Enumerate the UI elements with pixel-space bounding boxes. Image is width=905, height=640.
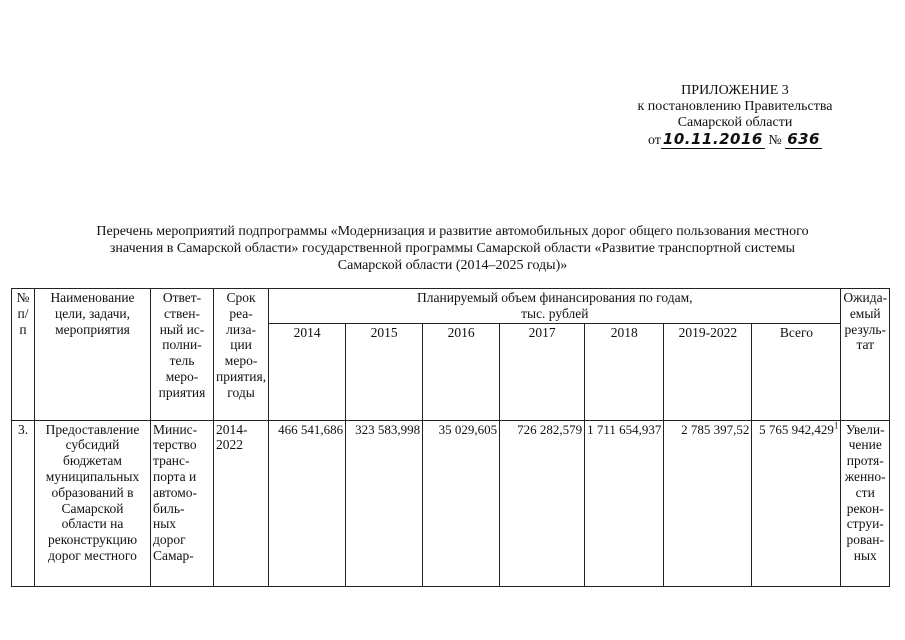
appendix-header [600,83,870,149]
header-no: № п/п [12,289,35,421]
handwritten-number: 636 [787,130,820,148]
title-line-2: значения в Самарской области» государственной программы Самарской области «Развитие транспортной системы [109,241,796,256]
header-financing: Планируемый объем финансирования по годам, тыс. рублей [269,289,841,324]
date-prefix: от [647,133,661,148]
header-year-2019-2022: 2019-2022 [664,323,752,420]
handwritten-date: 10.11.2016 [662,130,763,148]
number-prefix: № [768,133,782,148]
header-name: Наименование цели, задачи, мероприятия [35,289,151,421]
row-value-2016: 35 029,605 [423,420,500,586]
row-value-total: 5 765 942,429$^1$ [752,420,841,586]
table-header-row [12,289,890,324]
header-year-2017: 2017 [500,323,585,420]
row-value-2019-2022: 2 785 397,52 [664,420,752,586]
row-value-2018: 1 711 654,937 [585,420,664,586]
row-value-2014: 466 541,686 [269,420,346,586]
header-total: Всего [752,323,841,420]
title-line-1: Перечень мероприятий подпрограммы «Модернизация и развитие автомобильных дорог общего пользования местного [96,224,809,239]
table-row [12,420,890,586]
row-responsible: Минис- терство транс- порта и автомо- биль- ных дорог Самар- [151,420,214,586]
appendix-date-line [600,131,870,149]
appendix-title: ПРИЛОЖЕНИЕ 3 [681,83,789,98]
row-term: 2014- 2022 [214,420,269,586]
header-result: Ожида- емый резуль- тат [841,289,890,421]
row-value-2015: 323 583,998 [346,420,423,586]
header-year-2014: 2014 [269,323,346,420]
title-line-3: Самарской области (2014–2025 годы)» [337,258,568,273]
appendix-line-2: Самарской области [677,115,793,130]
activities-table [11,288,890,587]
header-responsible: Ответ- ствен- ный ис- полни- тель меро- приятия [151,289,214,421]
document-title [30,223,875,274]
row-value-2017: 726 282,579 [500,420,585,586]
row-no: 3. [12,420,35,586]
header-year-2018: 2018 [585,323,664,420]
header-term: Срок реа- лиза- ции меро- приятия, годы [214,289,269,421]
row-name: Предоставление субсидий бюджетам муниципальных образований в Самарской области на реконструкцию дорог местного [35,420,151,586]
header-year-2016: 2016 [423,323,500,420]
row-result: Увели- чение протя- женно- сти рекон- струи- рован- ных [841,420,890,586]
appendix-line-1: к постановлению Правительства [637,99,833,114]
header-year-2015: 2015 [346,323,423,420]
total-footnote: 1 [833,420,839,431]
